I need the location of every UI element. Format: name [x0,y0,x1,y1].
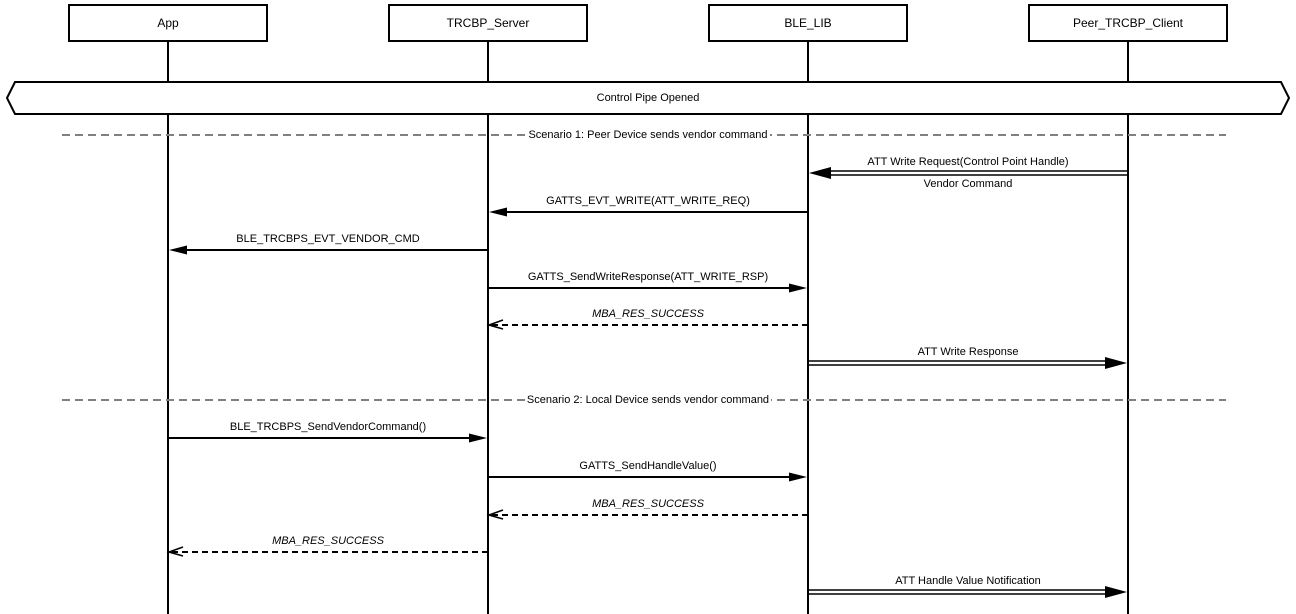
arrowhead-icon [489,208,507,217]
message-label-mba-res-success-3: MBA_RES_SUCCESS [272,535,384,547]
actor-label: App [157,16,179,30]
actor-label: TRCBP_Server [446,16,530,30]
message-label-att-handle-value-notification: ATT Handle Value Notification [895,575,1041,587]
banner-shape [7,82,1289,114]
arrowhead-icon [789,473,807,482]
message-label-gatts-sendhandlevalue: GATTS_SendHandleValue() [579,460,717,472]
message-label-ble-trcbps-sendvendorcommand: BLE_TRCBPS_SendVendorCommand() [229,421,427,433]
actor-label: BLE_LIB [784,16,832,30]
message-sublabel-att-write-request: Vendor Command [923,178,1013,190]
divider-label-text: Scenario 1: Peer Device sends vendor command [528,129,768,141]
arrowhead-icon [1105,586,1127,598]
message-label-att-write-response: ATT Write Response [917,346,1019,358]
message-label-mba-res-success-2: MBA_RES_SUCCESS [592,498,704,510]
banner-label: Control Pipe Opened [596,92,700,104]
divider-label-text: Scenario 2: Local Device sends vendor command [526,394,770,406]
message-label-ble-trcbps-evt-vendor-cmd: BLE_TRCBPS_EVT_VENDOR_CMD [236,233,420,245]
arrowhead-icon [469,434,487,443]
actor-label: Peer_TRCBP_Client [1072,16,1184,30]
arrowhead-icon [809,167,831,179]
message-label-gatts-sendwriteresponse: GATTS_SendWriteResponse(ATT_WRITE_RSP) [527,271,769,283]
arrowhead-icon [1105,357,1127,369]
arrowhead-icon [169,246,187,255]
message-label-mba-res-success-1: MBA_RES_SUCCESS [592,308,704,320]
message-label-att-write-request: ATT Write Request(Control Point Handle) [867,156,1069,168]
message-label-gatts-evt-write: GATTS_EVT_WRITE(ATT_WRITE_REQ) [546,195,750,207]
arrowhead-icon [789,284,807,293]
